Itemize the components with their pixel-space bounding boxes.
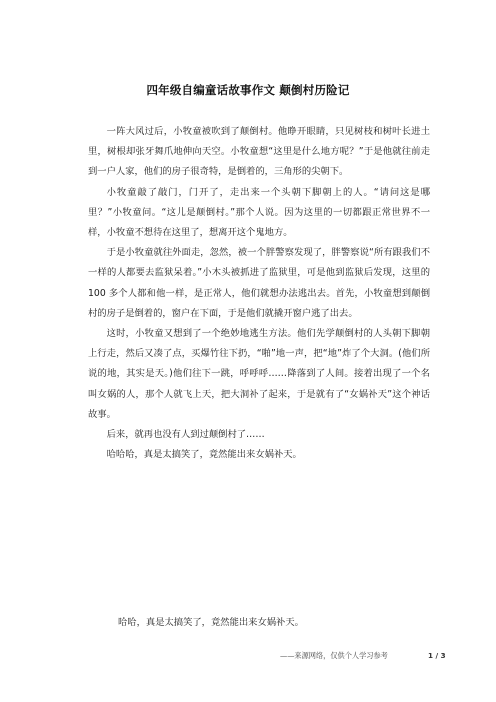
page-number: 1 / 3 — [428, 651, 446, 660]
footer-source-note: ——来源网络，仅供个人学习参考 — [280, 651, 388, 660]
paragraph-3: 于是小牧童就往外面走，忽然，被一个胖警察发现了，胖警察说“所有跟我们不一样的人都要去监狱呆着。”小木头被抓进了监狱里，可是他到监狱后发现，这里的 100 多个人都和他一样，是正常人，他们就想办法逃出去。首先，小牧童想到颠倒村的房子是倒着的，窗户在下面，于是他们就撬开窗户逃了出去。 — [88, 247, 430, 319]
closing-line: 哈哈，真是太搞笑了，竟然能出来女娲补天。 — [118, 617, 304, 628]
paragraph-5: 后来，就再也没有人到过颠倒村了…… — [106, 429, 265, 441]
paragraph-1: 一阵大风过后，小牧童被吹到了颠倒村。他睁开眼睛，只见树枝和树叶长进土里，树根却张牙舞爪地伸向天空。小牧童想“这里是什么地方呢？”于是他就往前走到一户人家，他们的房子很奇特，是倒着的，三角形的尖朝下。 — [88, 126, 430, 178]
document-title: 四年级自编童话故事作文 颠倒村历险记 — [146, 83, 350, 97]
document-body — [88, 122, 430, 465]
paragraph-4: 这时，小牧童又想到了一个绝妙地逃生方法。他们先学颠倒村的人头朝下脚朝上行走，然后又凑了点，买爆竹往下扔，“啪”地一声，把“地”炸了个大洞。(他们所说的地，其实是天。)他们往下一跳，呼呼呼……降落到了人间。接着出现了一个名叫女娲的人，那个人就飞上天，把大洞补了起来，于是就有了“女娲补天”这个神话故事。 — [88, 328, 430, 420]
paragraph-6: 哈哈哈，真是太搞笑了，竟然能出来女娲补天。 — [106, 449, 302, 461]
paragraph-2: 小牧童敲了敲门，门开了，走出来一个头朝下脚朝上的人。“请问这是哪里？”小牧童问。“这儿是颠倒村。”那个人说。因为这里的一切都跟正常世界不一样，小牧童不想待在这里了，想离开这个鬼地方。 — [88, 186, 430, 239]
